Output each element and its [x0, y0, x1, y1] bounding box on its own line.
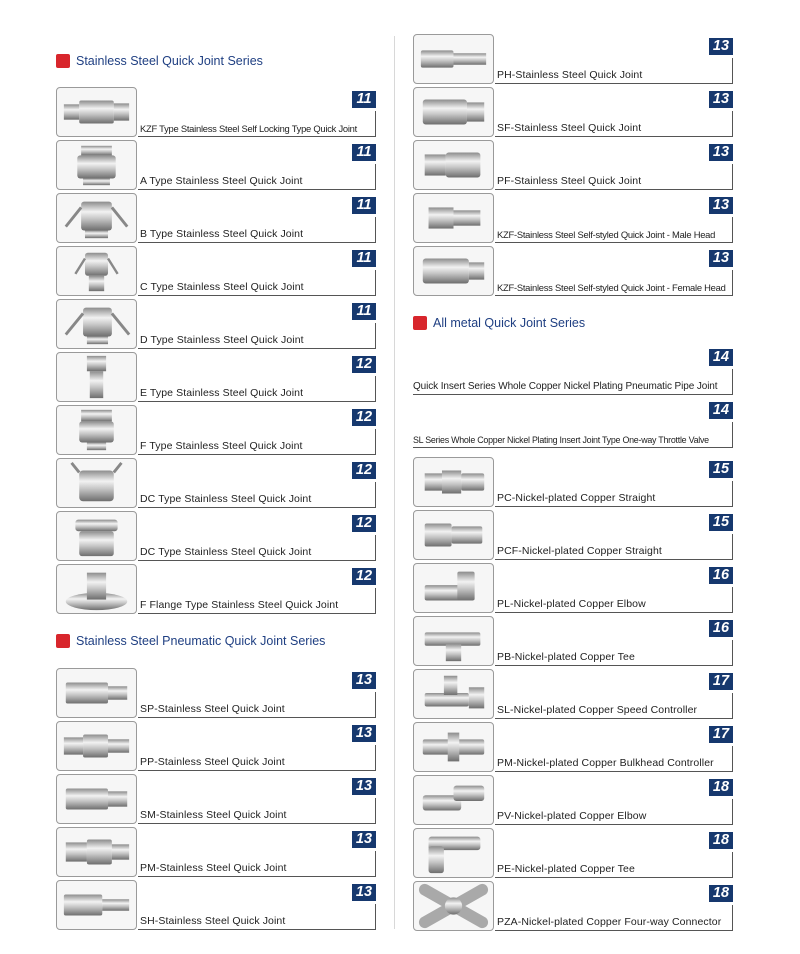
catalog-row[interactable] — [56, 405, 376, 455]
catalog-row[interactable] — [56, 458, 376, 508]
product-name: PC-Nickel-plated Copper Straight — [497, 492, 656, 504]
product-name: E Type Stainless Steel Quick Joint — [140, 387, 304, 399]
page-number-badge: 12 — [352, 568, 376, 585]
page-number-badge: 15 — [709, 461, 733, 478]
page-number-badge: 12 — [352, 409, 376, 426]
e-type-joint-image — [56, 352, 137, 402]
pv-elbow-image — [413, 775, 494, 825]
catalog-row[interactable] — [413, 193, 733, 243]
f-type-joint-image — [56, 405, 137, 455]
catalog-row[interactable] — [413, 140, 733, 190]
catalog-row[interactable] — [56, 299, 376, 349]
sh-joint-image — [56, 880, 137, 930]
catalog-row[interactable] — [413, 345, 733, 395]
page-number-badge: 13 — [709, 91, 733, 108]
red-square-icon — [413, 316, 427, 330]
ph-joint-image — [413, 34, 494, 84]
product-name: SP-Stainless Steel Quick Joint — [140, 703, 285, 715]
catalog-row[interactable] — [56, 721, 376, 771]
sf-joint-image — [413, 87, 494, 137]
product-name: SH-Stainless Steel Quick Joint — [140, 915, 286, 927]
product-name: F Flange Type Stainless Steel Quick Joint — [140, 599, 339, 611]
catalog-row[interactable] — [56, 352, 376, 402]
pcf-straight-image — [413, 510, 494, 560]
d-type-joint-image — [56, 299, 137, 349]
sp-joint-image — [56, 668, 137, 718]
product-name: PF-Stainless Steel Quick Joint — [497, 175, 642, 187]
catalog-row[interactable] — [413, 775, 733, 825]
product-name: A Type Stainless Steel Quick Joint — [140, 175, 303, 187]
catalog-row[interactable] — [56, 246, 376, 296]
page-number-badge: 17 — [709, 673, 733, 690]
page-number-badge: 18 — [709, 779, 733, 796]
page-number-badge: 11 — [352, 91, 376, 108]
page-number-badge: 13 — [352, 831, 376, 848]
catalog-row[interactable] — [56, 668, 376, 718]
page-number-badge: 11 — [352, 144, 376, 161]
catalog-row[interactable] — [413, 398, 733, 448]
product-name: SF-Stainless Steel Quick Joint — [497, 122, 642, 134]
a-type-joint-image — [56, 140, 137, 190]
pl-elbow-image — [413, 563, 494, 613]
kzf-female-image — [413, 246, 494, 296]
product-name: PL-Nickel-plated Copper Elbow — [497, 598, 646, 610]
section-header-pneumatic — [56, 634, 325, 648]
page-number-badge: 14 — [709, 402, 733, 419]
catalog-row[interactable] — [413, 616, 733, 666]
catalog-row[interactable] — [56, 564, 376, 614]
page-number-badge: 13 — [709, 250, 733, 267]
product-name: SM-Stainless Steel Quick Joint — [140, 809, 287, 821]
product-name: B Type Stainless Steel Quick Joint — [140, 228, 304, 240]
catalog-row[interactable] — [413, 669, 733, 719]
catalog-row[interactable] — [413, 510, 733, 560]
product-name: C Type Stainless Steel Quick Joint — [140, 281, 304, 293]
kzf-coupler-image — [56, 87, 137, 137]
page-number-badge: 16 — [709, 567, 733, 584]
product-name: PM-Nickel-plated Copper Bulkhead Controller — [497, 757, 714, 769]
product-name: PH-Stainless Steel Quick Joint — [497, 69, 643, 81]
section-header-all-metal — [413, 316, 585, 330]
product-name: KZF-Stainless Steel Self-styled Quick Joint - Female Head — [497, 282, 726, 293]
pm-joint-image — [56, 827, 137, 877]
catalog-row[interactable] — [56, 827, 376, 877]
page-number-badge: 17 — [709, 726, 733, 743]
product-name: KZF Type Stainless Steel Self Locking Type Quick Joint — [140, 123, 357, 134]
catalog-row[interactable] — [56, 193, 376, 243]
pe-tee-image — [413, 828, 494, 878]
catalog-row[interactable] — [413, 722, 733, 772]
section-title: Stainless Steel Pneumatic Quick Joint Series — [76, 634, 326, 648]
product-name: PCF-Nickel-plated Copper Straight — [497, 545, 662, 557]
page-number-badge: 16 — [709, 620, 733, 637]
catalog-row[interactable] — [413, 34, 733, 84]
product-name: KZF-Stainless Steel Self-styled Quick Joint - Male Head — [497, 229, 716, 240]
page-number-badge: 13 — [709, 38, 733, 55]
product-name: SL-Nickel-plated Copper Speed Controller — [497, 704, 698, 716]
page-number-badge: 15 — [709, 514, 733, 531]
catalog-row[interactable] — [413, 246, 733, 296]
sl-speed-controller-image — [413, 669, 494, 719]
section-title: Stainless Steel Quick Joint Series — [76, 54, 263, 68]
catalog-row[interactable] — [413, 87, 733, 137]
b-type-joint-image — [56, 193, 137, 243]
flange-joint-image — [56, 564, 137, 614]
red-square-icon — [56, 634, 70, 648]
page-number-badge: 13 — [709, 197, 733, 214]
dc-plug-image — [56, 511, 137, 561]
page-number-badge: 12 — [352, 462, 376, 479]
page-number-badge: 11 — [352, 250, 376, 267]
product-name: PE-Nickel-plated Copper Tee — [497, 863, 635, 875]
page-number-badge: 12 — [352, 515, 376, 532]
product-name: PZA-Nickel-plated Copper Four-way Connector — [497, 916, 722, 928]
product-name: PB-Nickel-plated Copper Tee — [497, 651, 635, 663]
page-number-badge: 13 — [352, 725, 376, 742]
catalog-row[interactable] — [56, 880, 376, 930]
page-number-badge: 13 — [352, 884, 376, 901]
catalog-row[interactable] — [56, 511, 376, 561]
product-name: DC Type Stainless Steel Quick Joint — [140, 546, 312, 558]
dc-cap-image — [56, 458, 137, 508]
page-number-badge: 13 — [352, 672, 376, 689]
page-number-badge: 18 — [709, 885, 733, 902]
c-type-joint-image — [56, 246, 137, 296]
page-number-badge: 13 — [709, 144, 733, 161]
product-name: PM-Stainless Steel Quick Joint — [140, 862, 287, 874]
catalog-row[interactable] — [413, 563, 733, 613]
page-number-badge: 14 — [709, 349, 733, 366]
kzf-male-image — [413, 193, 494, 243]
catalog-row[interactable] — [56, 140, 376, 190]
pc-straight-image — [413, 457, 494, 507]
page-number-badge: 13 — [352, 778, 376, 795]
product-name: DC Type Stainless Steel Quick Joint — [140, 493, 312, 505]
product-name: Quick Insert Series Whole Copper Nickel Plating Pneumatic Pipe Joint — [413, 381, 718, 392]
page-number-badge: 11 — [352, 197, 376, 214]
pp-joint-image — [56, 721, 137, 771]
catalog-row[interactable] — [413, 828, 733, 878]
pm-bulkhead-image — [413, 722, 494, 772]
page-number-badge: 11 — [352, 303, 376, 320]
catalog-row[interactable] — [56, 774, 376, 824]
column-divider — [394, 36, 395, 929]
catalog-row[interactable] — [413, 881, 733, 931]
page-number-badge: 18 — [709, 832, 733, 849]
product-name: SL Series Whole Copper Nickel Plating Insert Joint Type One-way Throttle Valve — [413, 435, 709, 445]
section-header-stainless-quick — [56, 54, 263, 68]
product-name: D Type Stainless Steel Quick Joint — [140, 334, 304, 346]
catalog-row[interactable] — [413, 457, 733, 507]
catalog-row[interactable] — [56, 87, 376, 137]
pf-joint-image — [413, 140, 494, 190]
page-number-badge: 12 — [352, 356, 376, 373]
section-title: All metal Quick Joint Series — [433, 316, 586, 330]
pb-tee-image — [413, 616, 494, 666]
product-name: PP-Stainless Steel Quick Joint — [140, 756, 285, 768]
product-name: F Type Stainless Steel Quick Joint — [140, 440, 303, 452]
sm-joint-image — [56, 774, 137, 824]
red-square-icon — [56, 54, 70, 68]
pza-four-way-image — [413, 881, 494, 931]
product-name: PV-Nickel-plated Copper Elbow — [497, 810, 647, 822]
